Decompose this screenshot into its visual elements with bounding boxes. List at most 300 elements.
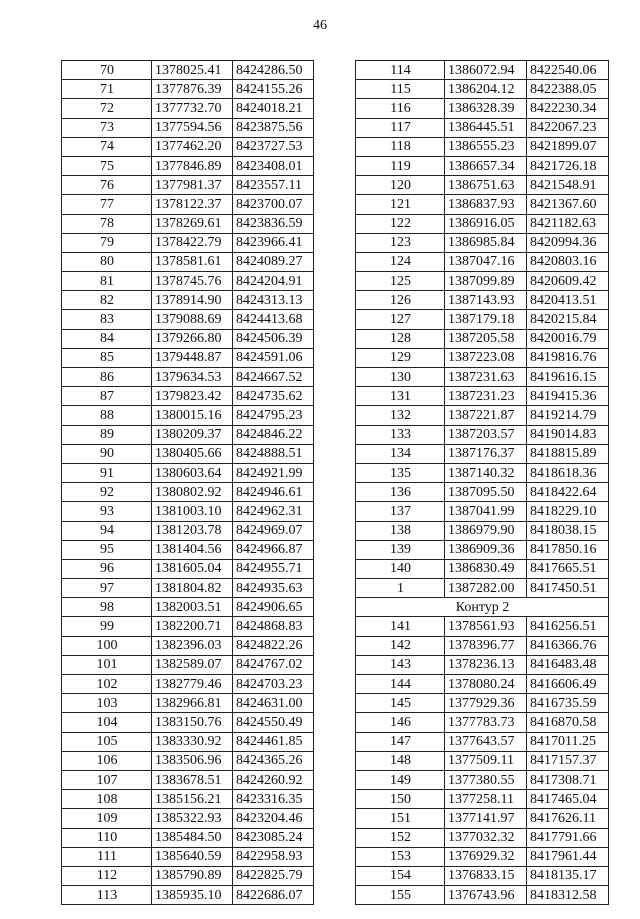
point-number-cell: 92 — [62, 483, 152, 502]
y-coordinate-cell: 8424506.39 — [233, 329, 314, 348]
point-number-cell: 122 — [356, 214, 445, 233]
y-coordinate-cell: 8417011.25 — [527, 732, 609, 751]
table-row — [62, 636, 314, 655]
y-coordinate-cell: 8419014.83 — [527, 425, 609, 444]
table-row — [356, 444, 609, 463]
y-coordinate-cell: 8423836.59 — [233, 214, 314, 233]
table-row — [356, 732, 609, 751]
y-coordinate-cell: 8424703.23 — [233, 675, 314, 694]
table-row — [62, 272, 314, 291]
x-coordinate-cell: 1382966.81 — [152, 694, 233, 713]
x-coordinate-cell: 1377981.37 — [152, 176, 233, 195]
point-number-cell: 105 — [62, 732, 152, 751]
x-coordinate-cell: 1386555.23 — [445, 137, 527, 156]
x-coordinate-cell: 1380405.66 — [152, 444, 233, 463]
table-row — [356, 156, 609, 175]
point-number-cell: 145 — [356, 694, 445, 713]
point-number-cell: 98 — [62, 598, 152, 617]
x-coordinate-cell: 1386072.94 — [445, 61, 527, 80]
point-number-cell: 115 — [356, 80, 445, 99]
y-coordinate-cell: 8418422.64 — [527, 483, 609, 502]
section-title-cell: Контур 2 — [356, 598, 609, 617]
point-number-cell: 126 — [356, 291, 445, 310]
table-row — [356, 502, 609, 521]
table-row — [356, 694, 609, 713]
x-coordinate-cell: 1379448.87 — [152, 348, 233, 367]
y-coordinate-cell: 8416870.58 — [527, 713, 609, 732]
y-coordinate-cell: 8423204.46 — [233, 809, 314, 828]
point-number-cell: 137 — [356, 502, 445, 521]
x-coordinate-cell: 1378122.37 — [152, 195, 233, 214]
table-row — [356, 866, 609, 885]
x-coordinate-cell: 1380209.37 — [152, 425, 233, 444]
y-coordinate-cell: 8420609.42 — [527, 272, 609, 291]
x-coordinate-cell: 1387041.99 — [445, 502, 527, 521]
table-row — [62, 828, 314, 847]
point-number-cell: 140 — [356, 559, 445, 578]
table-row — [356, 713, 609, 732]
x-coordinate-cell: 1379266.80 — [152, 329, 233, 348]
point-number-cell: 106 — [62, 751, 152, 770]
y-coordinate-cell: 8418618.36 — [527, 463, 609, 482]
x-coordinate-cell: 1377509.11 — [445, 751, 527, 770]
table-row — [356, 751, 609, 770]
y-coordinate-cell: 8424795.23 — [233, 406, 314, 425]
y-coordinate-cell: 8421182.63 — [527, 214, 609, 233]
y-coordinate-cell: 8418038.15 — [527, 521, 609, 540]
x-coordinate-cell: 1378581.61 — [152, 252, 233, 271]
table-row — [356, 368, 609, 387]
x-coordinate-cell: 1376743.96 — [445, 886, 527, 905]
coordinates-table-right — [355, 60, 609, 905]
point-number-cell: 116 — [356, 99, 445, 118]
x-coordinate-cell: 1380015.16 — [152, 406, 233, 425]
table-row — [356, 483, 609, 502]
point-number-cell: 82 — [62, 291, 152, 310]
y-coordinate-cell: 8424260.92 — [233, 770, 314, 789]
point-number-cell: 84 — [62, 329, 152, 348]
point-number-cell: 83 — [62, 310, 152, 329]
table-row — [62, 675, 314, 694]
point-number-cell: 93 — [62, 502, 152, 521]
x-coordinate-cell: 1387231.23 — [445, 387, 527, 406]
y-coordinate-cell: 8420994.36 — [527, 233, 609, 252]
table-row — [356, 252, 609, 271]
table-row — [62, 540, 314, 559]
point-number-cell: 123 — [356, 233, 445, 252]
y-coordinate-cell: 8417665.51 — [527, 559, 609, 578]
y-coordinate-cell: 8424365.26 — [233, 751, 314, 770]
x-coordinate-cell: 1381404.56 — [152, 540, 233, 559]
table-row — [356, 655, 609, 674]
y-coordinate-cell: 8417465.04 — [527, 790, 609, 809]
x-coordinate-cell: 1382003.51 — [152, 598, 233, 617]
y-coordinate-cell: 8423557.11 — [233, 176, 314, 195]
x-coordinate-cell: 1381804.82 — [152, 579, 233, 598]
table-row — [356, 463, 609, 482]
x-coordinate-cell: 1386328.39 — [445, 99, 527, 118]
point-number-cell: 80 — [62, 252, 152, 271]
table-row — [62, 252, 314, 271]
y-coordinate-cell: 8421367.60 — [527, 195, 609, 214]
x-coordinate-cell: 1387140.32 — [445, 463, 527, 482]
point-number-cell: 91 — [62, 463, 152, 482]
x-coordinate-cell: 1387203.57 — [445, 425, 527, 444]
x-coordinate-cell: 1378025.41 — [152, 61, 233, 80]
y-coordinate-cell: 8422388.05 — [527, 80, 609, 99]
point-number-cell: 153 — [356, 847, 445, 866]
y-coordinate-cell: 8424461.85 — [233, 732, 314, 751]
y-coordinate-cell: 8418135.17 — [527, 866, 609, 885]
x-coordinate-cell: 1377876.39 — [152, 80, 233, 99]
x-coordinate-cell: 1386204.12 — [445, 80, 527, 99]
y-coordinate-cell: 8424906.65 — [233, 598, 314, 617]
y-coordinate-cell: 8424413.68 — [233, 310, 314, 329]
y-coordinate-cell: 8420413.51 — [527, 291, 609, 310]
table-row — [356, 80, 609, 99]
table-row — [356, 272, 609, 291]
y-coordinate-cell: 8424767.02 — [233, 655, 314, 674]
x-coordinate-cell: 1387047.16 — [445, 252, 527, 271]
x-coordinate-cell: 1378080.24 — [445, 675, 527, 694]
x-coordinate-cell: 1386830.49 — [445, 559, 527, 578]
y-coordinate-cell: 8420016.79 — [527, 329, 609, 348]
x-coordinate-cell: 1385484.50 — [152, 828, 233, 847]
x-coordinate-cell: 1377032.32 — [445, 828, 527, 847]
y-coordinate-cell: 8424868.83 — [233, 617, 314, 636]
x-coordinate-cell: 1378236.13 — [445, 655, 527, 674]
y-coordinate-cell: 8419214.79 — [527, 406, 609, 425]
page-number: 46 — [313, 18, 327, 33]
point-number-cell: 90 — [62, 444, 152, 463]
y-coordinate-cell: 8424946.61 — [233, 483, 314, 502]
y-coordinate-cell: 8418815.89 — [527, 444, 609, 463]
y-coordinate-cell: 8423727.53 — [233, 137, 314, 156]
y-coordinate-cell: 8424955.71 — [233, 559, 314, 578]
point-number-cell: 150 — [356, 790, 445, 809]
y-coordinate-cell: 8424089.27 — [233, 252, 314, 271]
y-coordinate-cell: 8422540.06 — [527, 61, 609, 80]
table-row — [62, 310, 314, 329]
point-number-cell: 142 — [356, 636, 445, 655]
y-coordinate-cell: 8420803.16 — [527, 252, 609, 271]
x-coordinate-cell: 1385640.59 — [152, 847, 233, 866]
point-number-cell: 94 — [62, 521, 152, 540]
x-coordinate-cell: 1377594.56 — [152, 118, 233, 137]
table-row — [62, 406, 314, 425]
table-row — [356, 406, 609, 425]
table-row — [356, 137, 609, 156]
y-coordinate-cell: 8423085.24 — [233, 828, 314, 847]
table-row — [62, 291, 314, 310]
y-coordinate-cell: 8416483.48 — [527, 655, 609, 674]
y-coordinate-cell: 8424313.13 — [233, 291, 314, 310]
section-row — [356, 598, 609, 617]
x-coordinate-cell: 1387223.08 — [445, 348, 527, 367]
table-row — [62, 521, 314, 540]
y-coordinate-cell: 8422958.93 — [233, 847, 314, 866]
table-row — [62, 598, 314, 617]
point-number-cell: 130 — [356, 368, 445, 387]
y-coordinate-cell: 8417626.11 — [527, 809, 609, 828]
y-coordinate-cell: 8420215.84 — [527, 310, 609, 329]
y-coordinate-cell: 8424155.26 — [233, 80, 314, 99]
point-number-cell: 143 — [356, 655, 445, 674]
table-row — [356, 540, 609, 559]
point-number-cell: 141 — [356, 617, 445, 636]
point-number-cell: 136 — [356, 483, 445, 502]
x-coordinate-cell: 1386909.36 — [445, 540, 527, 559]
y-coordinate-cell: 8424667.52 — [233, 368, 314, 387]
x-coordinate-cell: 1387205.58 — [445, 329, 527, 348]
y-coordinate-cell: 8422230.34 — [527, 99, 609, 118]
x-coordinate-cell: 1381003.10 — [152, 502, 233, 521]
point-number-cell: 133 — [356, 425, 445, 444]
point-number-cell: 79 — [62, 233, 152, 252]
table-row — [62, 118, 314, 137]
table-row — [356, 579, 609, 598]
point-number-cell: 107 — [62, 770, 152, 789]
y-coordinate-cell: 8423875.56 — [233, 118, 314, 137]
y-coordinate-cell: 8423700.07 — [233, 195, 314, 214]
point-number-cell: 138 — [356, 521, 445, 540]
x-coordinate-cell: 1385322.93 — [152, 809, 233, 828]
y-coordinate-cell: 8419616.15 — [527, 368, 609, 387]
point-number-cell: 96 — [62, 559, 152, 578]
table-row — [356, 425, 609, 444]
y-coordinate-cell: 8416366.76 — [527, 636, 609, 655]
point-number-cell: 124 — [356, 252, 445, 271]
x-coordinate-cell: 1376929.32 — [445, 847, 527, 866]
y-coordinate-cell: 8424735.62 — [233, 387, 314, 406]
y-coordinate-cell: 8424846.22 — [233, 425, 314, 444]
x-coordinate-cell: 1387143.93 — [445, 291, 527, 310]
point-number-cell: 102 — [62, 675, 152, 694]
x-coordinate-cell: 1387099.89 — [445, 272, 527, 291]
point-number-cell: 87 — [62, 387, 152, 406]
point-number-cell: 128 — [356, 329, 445, 348]
y-coordinate-cell: 8421899.07 — [527, 137, 609, 156]
y-coordinate-cell: 8417450.51 — [527, 579, 609, 598]
table-row — [356, 521, 609, 540]
table-row — [356, 329, 609, 348]
x-coordinate-cell: 1376833.15 — [445, 866, 527, 885]
x-coordinate-cell: 1387221.87 — [445, 406, 527, 425]
point-number-cell: 149 — [356, 770, 445, 789]
table-row — [62, 579, 314, 598]
point-number-cell: 114 — [356, 61, 445, 80]
y-coordinate-cell: 8424204.91 — [233, 272, 314, 291]
x-coordinate-cell: 1377141.97 — [445, 809, 527, 828]
point-number-cell: 110 — [62, 828, 152, 847]
y-coordinate-cell: 8424591.06 — [233, 348, 314, 367]
point-number-cell: 113 — [62, 886, 152, 905]
table-row — [62, 770, 314, 789]
point-number-cell: 97 — [62, 579, 152, 598]
x-coordinate-cell: 1382200.71 — [152, 617, 233, 636]
point-number-cell: 89 — [62, 425, 152, 444]
y-coordinate-cell: 8419816.76 — [527, 348, 609, 367]
table-row — [356, 559, 609, 578]
point-number-cell: 120 — [356, 176, 445, 195]
table-row — [356, 770, 609, 789]
table-row — [62, 61, 314, 80]
table-row — [62, 99, 314, 118]
point-number-cell: 103 — [62, 694, 152, 713]
x-coordinate-cell: 1377783.73 — [445, 713, 527, 732]
x-coordinate-cell: 1383678.51 — [152, 770, 233, 789]
point-number-cell: 152 — [356, 828, 445, 847]
point-number-cell: 121 — [356, 195, 445, 214]
y-coordinate-cell: 8423966.41 — [233, 233, 314, 252]
point-number-cell: 112 — [62, 866, 152, 885]
x-coordinate-cell: 1380802.92 — [152, 483, 233, 502]
point-number-cell: 95 — [62, 540, 152, 559]
x-coordinate-cell: 1386916.05 — [445, 214, 527, 233]
point-number-cell: 109 — [62, 809, 152, 828]
table-row — [62, 655, 314, 674]
table-row — [62, 444, 314, 463]
y-coordinate-cell: 8424822.26 — [233, 636, 314, 655]
table-row — [356, 886, 609, 905]
x-coordinate-cell: 1377732.70 — [152, 99, 233, 118]
table-row — [62, 713, 314, 732]
point-number-cell: 74 — [62, 137, 152, 156]
x-coordinate-cell: 1383330.92 — [152, 732, 233, 751]
table-row — [356, 847, 609, 866]
point-number-cell: 81 — [62, 272, 152, 291]
y-coordinate-cell: 8424550.49 — [233, 713, 314, 732]
x-coordinate-cell: 1385156.21 — [152, 790, 233, 809]
point-number-cell: 111 — [62, 847, 152, 866]
point-number-cell: 75 — [62, 156, 152, 175]
point-number-cell: 148 — [356, 751, 445, 770]
x-coordinate-cell: 1379823.42 — [152, 387, 233, 406]
y-coordinate-cell: 8419415.36 — [527, 387, 609, 406]
x-coordinate-cell: 1383506.96 — [152, 751, 233, 770]
table-row — [356, 214, 609, 233]
x-coordinate-cell: 1380603.64 — [152, 463, 233, 482]
y-coordinate-cell: 8422686.07 — [233, 886, 314, 905]
point-number-cell: 1 — [356, 579, 445, 598]
point-number-cell: 151 — [356, 809, 445, 828]
point-number-cell: 99 — [62, 617, 152, 636]
x-coordinate-cell: 1386837.93 — [445, 195, 527, 214]
point-number-cell: 144 — [356, 675, 445, 694]
y-coordinate-cell: 8417961.44 — [527, 847, 609, 866]
table-row — [62, 790, 314, 809]
y-coordinate-cell: 8424018.21 — [233, 99, 314, 118]
table-row — [62, 502, 314, 521]
table-row — [62, 348, 314, 367]
x-coordinate-cell: 1387176.37 — [445, 444, 527, 463]
point-number-cell: 104 — [62, 713, 152, 732]
x-coordinate-cell: 1385790.89 — [152, 866, 233, 885]
y-coordinate-cell: 8423316.35 — [233, 790, 314, 809]
table-row — [356, 617, 609, 636]
table-row — [62, 847, 314, 866]
y-coordinate-cell: 8422825.79 — [233, 866, 314, 885]
point-number-cell: 76 — [62, 176, 152, 195]
point-number-cell: 88 — [62, 406, 152, 425]
table-row — [356, 99, 609, 118]
y-coordinate-cell: 8418312.58 — [527, 886, 609, 905]
y-coordinate-cell: 8417791.66 — [527, 828, 609, 847]
table-row — [62, 886, 314, 905]
point-number-cell: 127 — [356, 310, 445, 329]
table-row — [62, 732, 314, 751]
x-coordinate-cell: 1378422.79 — [152, 233, 233, 252]
table-row — [62, 751, 314, 770]
point-number-cell: 101 — [62, 655, 152, 674]
y-coordinate-cell: 8424631.00 — [233, 694, 314, 713]
table-row — [356, 387, 609, 406]
table-row — [62, 809, 314, 828]
table-row — [356, 675, 609, 694]
point-number-cell: 125 — [356, 272, 445, 291]
x-coordinate-cell: 1386985.84 — [445, 233, 527, 252]
point-number-cell: 117 — [356, 118, 445, 137]
point-number-cell: 155 — [356, 886, 445, 905]
y-coordinate-cell: 8421548.91 — [527, 176, 609, 195]
table-row — [62, 483, 314, 502]
table-row — [356, 118, 609, 137]
x-coordinate-cell: 1379088.69 — [152, 310, 233, 329]
table-row — [62, 368, 314, 387]
x-coordinate-cell: 1383150.76 — [152, 713, 233, 732]
x-coordinate-cell: 1387095.50 — [445, 483, 527, 502]
y-coordinate-cell: 8424935.63 — [233, 579, 314, 598]
x-coordinate-cell: 1377258.11 — [445, 790, 527, 809]
point-number-cell: 86 — [62, 368, 152, 387]
x-coordinate-cell: 1378561.93 — [445, 617, 527, 636]
point-number-cell: 135 — [356, 463, 445, 482]
table-row — [356, 61, 609, 80]
y-coordinate-cell: 8418229.10 — [527, 502, 609, 521]
x-coordinate-cell: 1377643.57 — [445, 732, 527, 751]
point-number-cell: 73 — [62, 118, 152, 137]
point-number-cell: 139 — [356, 540, 445, 559]
table-row — [62, 137, 314, 156]
x-coordinate-cell: 1386657.34 — [445, 156, 527, 175]
x-coordinate-cell: 1378396.77 — [445, 636, 527, 655]
point-number-cell: 71 — [62, 80, 152, 99]
point-number-cell: 72 — [62, 99, 152, 118]
table-row — [62, 387, 314, 406]
table-row — [62, 617, 314, 636]
y-coordinate-cell: 8424286.50 — [233, 61, 314, 80]
point-number-cell: 131 — [356, 387, 445, 406]
x-coordinate-cell: 1377929.36 — [445, 694, 527, 713]
point-number-cell: 118 — [356, 137, 445, 156]
y-coordinate-cell: 8423408.01 — [233, 156, 314, 175]
point-number-cell: 100 — [62, 636, 152, 655]
point-number-cell: 70 — [62, 61, 152, 80]
table-row — [62, 176, 314, 195]
y-coordinate-cell: 8422067.23 — [527, 118, 609, 137]
table-row — [62, 425, 314, 444]
x-coordinate-cell: 1382779.46 — [152, 675, 233, 694]
table-row — [356, 195, 609, 214]
y-coordinate-cell: 8424969.07 — [233, 521, 314, 540]
x-coordinate-cell: 1377846.89 — [152, 156, 233, 175]
table-row — [62, 694, 314, 713]
x-coordinate-cell: 1378914.90 — [152, 291, 233, 310]
x-coordinate-cell: 1387282.00 — [445, 579, 527, 598]
x-coordinate-cell: 1377462.20 — [152, 137, 233, 156]
x-coordinate-cell: 1379634.53 — [152, 368, 233, 387]
table-row — [356, 348, 609, 367]
